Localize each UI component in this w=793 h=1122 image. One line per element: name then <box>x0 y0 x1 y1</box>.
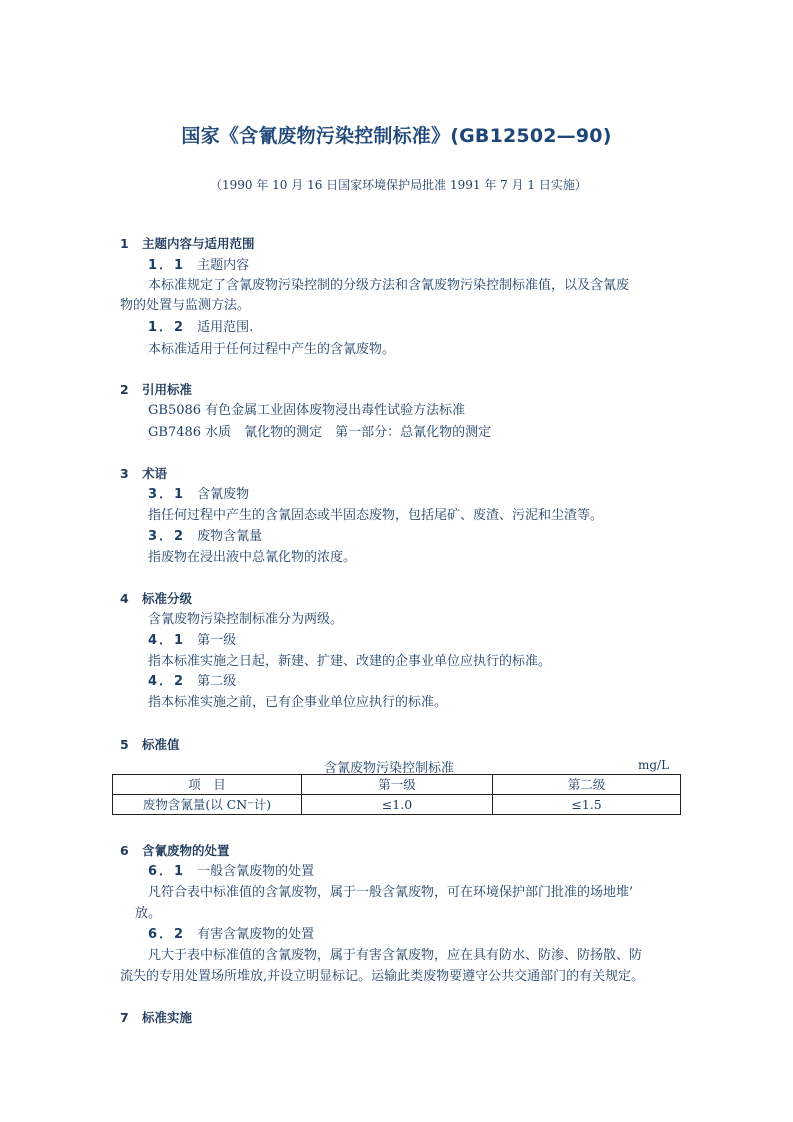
subsection-title: 有害含氰废物的处置 <box>197 927 315 942</box>
section-1-2-heading <box>148 320 253 336</box>
section-2-heading <box>120 382 192 398</box>
subsection-title: 第二级 <box>197 674 237 689</box>
section-4-heading <box>120 591 192 607</box>
section-number: 6 <box>120 843 129 858</box>
subsection-number: 6．2 <box>148 927 186 942</box>
section-number: 1 <box>120 236 129 251</box>
subsection-title: 含氰废物 <box>197 487 250 502</box>
paragraph: 含氰废物污染控制标准分为两级。 <box>148 612 344 627</box>
table-header-cell: 项 目 <box>113 775 302 795</box>
subsection-number: 3．2 <box>148 529 186 544</box>
section-title: 标准值 <box>142 737 180 752</box>
table-header-cell: 第一级 <box>302 775 493 795</box>
subsection-title: 废物含氰量 <box>197 529 263 544</box>
standard-values-table <box>112 774 681 815</box>
section-3-heading <box>120 466 167 482</box>
section-title: 引用标准 <box>142 382 193 397</box>
paragraph: 指本标准实施之日起，新建、扩建、改建的企事业单位应执行的标准。 <box>148 654 552 669</box>
subsection-title: 主题内容 <box>197 258 250 273</box>
subsection-title: 一般含氰废物的处置 <box>197 864 315 879</box>
table-unit: mg/L <box>638 758 670 772</box>
paragraph: 指本标准实施之前，已有企事业单位应执行的标准。 <box>148 695 448 710</box>
section-number: 2 <box>120 382 129 397</box>
table-caption: 含氰废物污染控制标准 <box>324 761 455 776</box>
section-6-1-heading <box>148 864 314 880</box>
section-title: 含氰废物的处置 <box>142 843 230 858</box>
table-cell: ≤1.0 <box>302 795 493 815</box>
paragraph: 物的处置与监测方法。 <box>120 298 251 313</box>
table-cell: 废物含氰量(以 CN⁻计) <box>113 795 302 815</box>
subsection-number: 4．2 <box>148 674 186 689</box>
section-4-1-heading <box>148 633 236 649</box>
subsection-title: 适用范围. <box>197 320 254 335</box>
document-title: 国家《含氰废物污染控制标准》(GB12502—90) <box>181 125 612 147</box>
section-number: 5 <box>120 737 129 752</box>
section-6-heading <box>120 843 230 859</box>
table-header-row <box>113 775 681 795</box>
section-7-heading <box>120 1010 192 1026</box>
paragraph: 凡符合表中标准值的含氰废物，属于一般含氰废物，可在环境保护部门批准的场地堆’ <box>148 885 634 900</box>
paragraph: 凡大于表中标准值的含氰废物，属于有害含氰废物，应在具有防水、防渗、防扬散、防 <box>148 948 643 963</box>
section-title: 标准分级 <box>142 591 193 606</box>
section-3-1-heading <box>148 487 249 503</box>
section-number: 4 <box>120 591 129 606</box>
paragraph: 流失的专用处置场所堆放,并设立明显标记。运输此类废物要遵守公共交通部门的有关规定。 <box>120 969 645 984</box>
table-row <box>113 795 681 815</box>
table-cell: ≤1.5 <box>493 795 681 815</box>
reference-item: GB5086 有色金属工业固体废物浸出毒性试验方法标准 <box>148 403 466 418</box>
section-title: 主题内容与适用范围 <box>142 236 255 251</box>
subsection-number: 6．1 <box>148 864 186 879</box>
section-1-1-heading <box>148 258 249 274</box>
subsection-title: 第一级 <box>197 633 237 648</box>
section-number: 3 <box>120 466 129 481</box>
section-1-heading <box>120 236 255 252</box>
reference-item: GB7486 水质 氰化物的测定 第一部分：总氰化物的测定 <box>148 425 492 440</box>
paragraph: 指任何过程中产生的含氰固态或半固态废物，包括尾矿、废渣、污泥和尘渣等。 <box>148 508 604 523</box>
section-6-2-heading <box>148 927 314 943</box>
section-5-heading <box>120 737 180 753</box>
section-number: 7 <box>120 1010 129 1025</box>
section-title: 术语 <box>142 466 168 481</box>
subsection-number: 4．1 <box>148 633 186 648</box>
table-header-cell: 第二级 <box>493 775 681 795</box>
subsection-number: 3．1 <box>148 487 186 502</box>
paragraph: 本标准适用于任何过程中产生的含氰废物。 <box>148 342 396 357</box>
section-title: 标准实施 <box>142 1010 193 1025</box>
section-4-2-heading <box>148 674 236 690</box>
subsection-number: 1．1 <box>148 258 186 273</box>
approval-note: （1990 年 10 月 16 日国家环境保护局批准 1991 年 7 月 1 日实施） <box>210 178 587 192</box>
paragraph: 指废物在浸出液中总氰化物的浓度。 <box>148 550 357 565</box>
paragraph: 放。 <box>135 906 162 921</box>
subsection-number: 1．2 <box>148 320 186 335</box>
section-3-2-heading <box>148 529 262 545</box>
paragraph: 本标准规定了含氰废物污染控制的分级方法和含氰废物污染控制标准值，以及含氰废 <box>148 278 630 293</box>
